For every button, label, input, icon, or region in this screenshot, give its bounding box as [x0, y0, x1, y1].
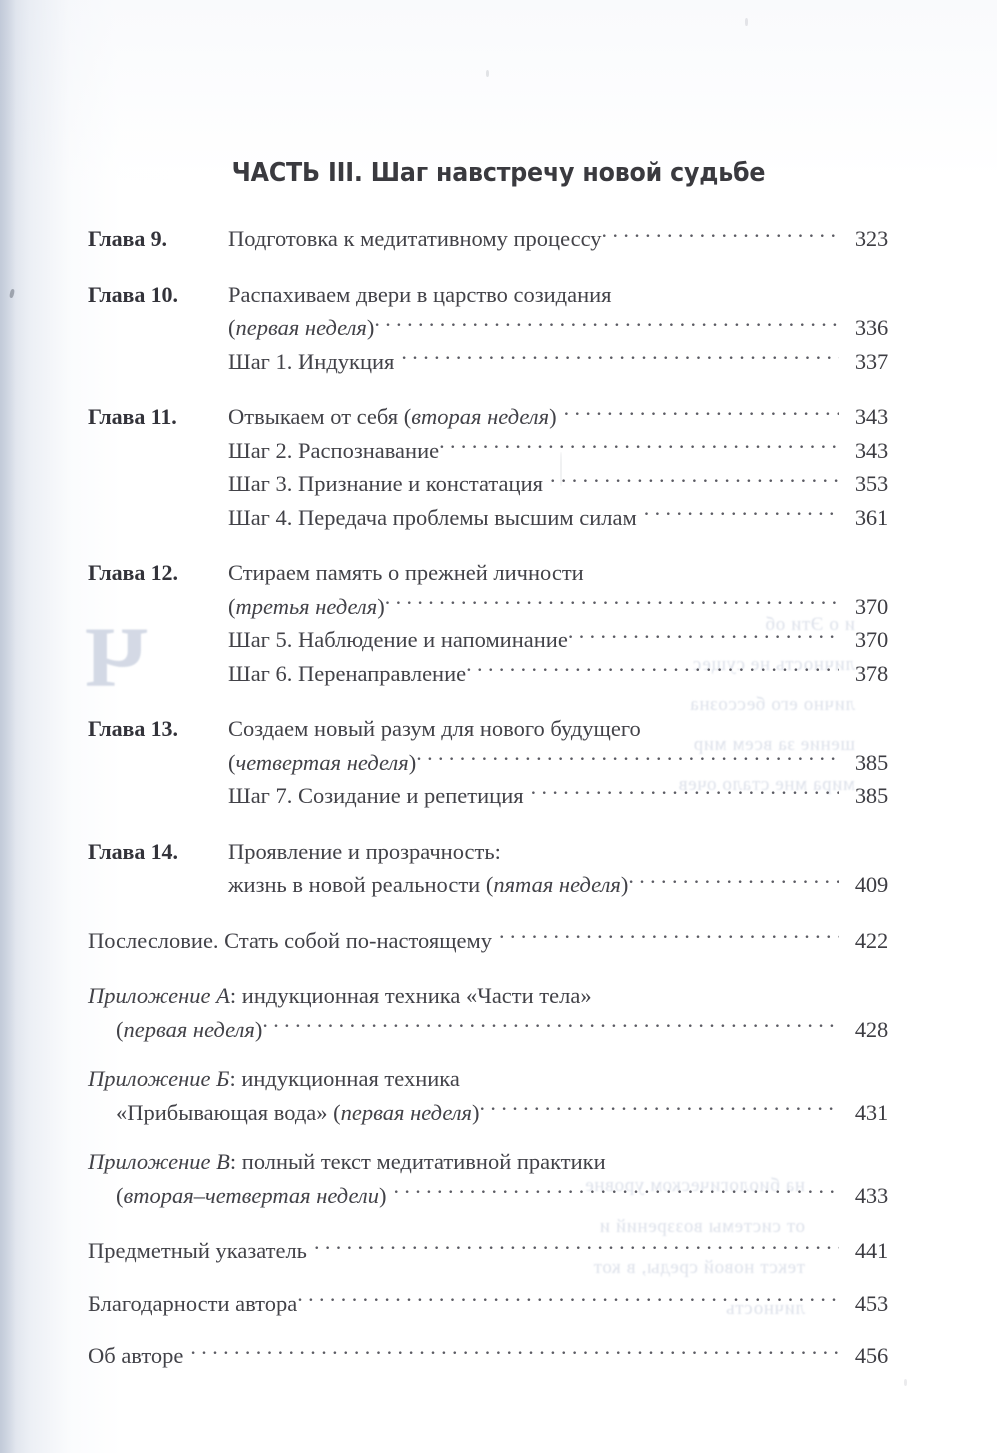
- chapter-label: Глава 13.: [88, 716, 178, 741]
- entry-gap: [88, 1268, 888, 1287]
- toc-line[interactable]: [88, 345, 888, 379]
- toc-title-tail: ): [549, 404, 557, 429]
- entry-gap: [88, 902, 888, 924]
- page-number: 370: [854, 627, 888, 652]
- chapter-label-spacer: [88, 623, 228, 657]
- dot-leader: [190, 1341, 839, 1364]
- toc-entry-title: [228, 590, 385, 624]
- page-number: 441: [854, 1238, 888, 1263]
- dot-leader: [531, 781, 839, 804]
- entry-gap: [88, 1129, 888, 1145]
- toc-title-week-italic: пятая неделя: [493, 872, 621, 897]
- toc-title-week-italic: вторая–четвертая недели: [123, 1182, 379, 1208]
- toc-entry-chapter-10[interactable]: [88, 278, 888, 379]
- dot-leader: [550, 469, 839, 492]
- toc-line[interactable]: [88, 712, 888, 746]
- toc-title-text: (: [116, 1182, 124, 1208]
- page-number: 336: [854, 315, 888, 340]
- entry-gap: [88, 813, 888, 835]
- toc-title-text: Шаг 6. Перенаправление: [228, 660, 467, 686]
- toc-entry-title: [228, 467, 543, 501]
- page-number: 370: [854, 593, 888, 619]
- toc-entry-title: [228, 400, 557, 434]
- page-number: 378: [854, 660, 888, 686]
- toc-line[interactable]: [88, 1234, 888, 1268]
- chapter-label-spacer: [88, 657, 228, 691]
- toc-entry-title: [228, 222, 602, 256]
- toc-entry-title: [88, 1096, 480, 1130]
- dot-leader: [401, 346, 839, 369]
- toc-title-text: Создаем новый разум для нового будущего: [228, 716, 641, 741]
- dot-leader: [628, 870, 839, 893]
- page-number: 343: [854, 404, 888, 429]
- toc-line[interactable]: [88, 623, 888, 657]
- toc-line[interactable]: [88, 222, 888, 256]
- bleed-through-text-upper: и о Эти об личность не сущес лично его бессозна шение за всем мир мира мне стало очев: [678, 614, 855, 795]
- toc-line[interactable]: [88, 590, 888, 624]
- toc-line[interactable]: [88, 979, 888, 1013]
- dot-leader: [480, 1097, 839, 1120]
- toc-line[interactable]: [88, 1145, 888, 1179]
- toc-title-text: Шаг 4. Передача проблемы высшим силам: [228, 504, 637, 530]
- toc-title-text: Предметный указатель: [88, 1238, 307, 1263]
- dot-leader: [385, 591, 839, 614]
- page-number: 353: [854, 471, 888, 496]
- page-number: 431: [854, 1099, 888, 1125]
- toc-title-week-italic: первая неделя: [235, 315, 367, 340]
- toc-title-text: Стираем память о прежней личности: [228, 560, 584, 585]
- chapter-label-spacer: [88, 501, 228, 535]
- page-number: 361: [854, 504, 888, 530]
- toc-title-text: «Прибывающая вода» (: [116, 1099, 341, 1125]
- toc-line[interactable]: [88, 835, 888, 869]
- page-number: 323: [854, 226, 888, 251]
- toc-line[interactable]: [88, 1287, 888, 1321]
- toc-entry-title: [88, 1062, 460, 1096]
- dot-leader: [393, 1180, 839, 1203]
- appendix-title-rest: : индукционная техника: [229, 1066, 460, 1091]
- toc-title-tail: ): [472, 1099, 480, 1125]
- toc-line[interactable]: [88, 657, 888, 691]
- toc-entry-chapter-13[interactable]: [88, 712, 888, 813]
- toc-title-text: (: [228, 315, 236, 340]
- page-number: 433: [854, 1182, 888, 1208]
- toc-title-week-italic: третья неделя: [235, 593, 378, 619]
- page-number: 343: [854, 437, 888, 463]
- toc-entry-chapter-11[interactable]: [88, 400, 888, 534]
- chapter-label: Глава 14.: [88, 838, 178, 864]
- chapter-label-spacer: [88, 311, 228, 345]
- toc-entry-about-author[interactable]: [88, 1339, 888, 1373]
- toc-title-tail: ): [620, 872, 629, 897]
- toc-title-tail: ): [377, 593, 385, 619]
- toc-title-text: Шаг 5. Наблюдение и напоминание: [228, 627, 568, 652]
- toc-line[interactable]: [88, 1096, 888, 1130]
- toc-line[interactable]: [88, 746, 888, 780]
- chapter-label: Глава 12.: [88, 560, 178, 585]
- dot-leader: [564, 402, 839, 425]
- toc-line[interactable]: [88, 1013, 888, 1047]
- toc-title-text: Шаг 3. Признание и констатация: [228, 471, 543, 496]
- entry-gap: [88, 378, 888, 400]
- toc-line[interactable]: [88, 1339, 888, 1373]
- dot-leader: [499, 925, 839, 948]
- page-number: 385: [854, 749, 888, 775]
- toc-line[interactable]: [88, 311, 888, 345]
- chapter-label-spacer: [88, 868, 228, 902]
- toc-line[interactable]: [88, 1062, 888, 1096]
- toc-entry-appendix-v[interactable]: [88, 1145, 888, 1212]
- toc-entry-title: [228, 556, 584, 590]
- dot-leader: [602, 224, 839, 247]
- toc-title-text: Отвыкаем от себя (: [228, 404, 412, 429]
- toc-title-text: (: [228, 593, 236, 619]
- toc-title-week-italic: вторая неделя: [411, 404, 550, 429]
- chapter-label-spacer: [88, 779, 228, 813]
- toc-title-week-italic: первая неделя: [340, 1099, 473, 1125]
- dot-leader: [262, 1014, 839, 1037]
- page-number: 409: [854, 872, 888, 897]
- toc-entry-title: [228, 345, 394, 379]
- toc-entry-title: [228, 746, 416, 780]
- toc-title-text: Шаг 7. Созидание и репетиция: [228, 783, 524, 808]
- toc-line[interactable]: [88, 501, 888, 535]
- toc-title-text: (: [228, 749, 236, 775]
- entry-gap: [88, 690, 888, 712]
- toc-line[interactable]: [88, 779, 888, 813]
- toc-entry-title: [228, 779, 524, 813]
- bleed-through-text-lower: на биологическом уровне от системы воззрений и текст новой среды, в кот личность: [584, 1175, 805, 1319]
- toc-title-text: Об авторе: [88, 1343, 184, 1368]
- toc-entry-afterword[interactable]: [88, 924, 888, 958]
- dot-leader: [466, 658, 839, 681]
- toc-entry-title: [228, 868, 628, 902]
- toc-title-text: Благодарности автора: [88, 1290, 298, 1316]
- toc-entry-title: [88, 1287, 297, 1321]
- toc-title-tail: ): [366, 315, 375, 340]
- toc-entry-chapter-14[interactable]: [88, 835, 888, 902]
- entry-gap: [88, 256, 888, 278]
- toc-entry-title: [228, 712, 641, 746]
- dot-leader: [568, 625, 839, 648]
- dot-leader: [644, 502, 839, 525]
- entry-gap: [88, 534, 888, 556]
- table-of-contents: [84, 222, 888, 1373]
- dot-leader: [416, 747, 839, 770]
- entry-gap: [88, 1212, 888, 1234]
- appendix-lead-italic: Приложение Б: [88, 1066, 230, 1091]
- entry-gap: [88, 957, 888, 979]
- dot-leader: [374, 313, 839, 336]
- page-number: 453: [854, 1290, 888, 1316]
- part-title: ЧАСТЬ III. Шаг навстречу новой судьбе: [231, 158, 766, 188]
- toc-entry-title: [228, 434, 439, 468]
- toc-title-week-italic: четвертая неделя: [235, 749, 409, 775]
- chapter-label-spacer: [88, 746, 228, 780]
- dot-leader: [314, 1236, 839, 1259]
- chapter-label-spacer: [88, 467, 228, 501]
- toc-entry-acknowledgements[interactable]: [88, 1287, 888, 1321]
- appendix-lead-italic: Приложение А: [88, 983, 230, 1008]
- toc-entry-title: [88, 1339, 183, 1373]
- toc-entry-appendix-b[interactable]: [88, 1062, 888, 1129]
- toc-title-text: Шаг 2. Распознавание: [228, 437, 440, 463]
- toc-title-tail: ): [408, 749, 417, 775]
- chapter-label: Глава 9.: [88, 226, 167, 251]
- toc-line[interactable]: [88, 868, 888, 902]
- toc-title-text: Подготовка к медитативному процессу: [228, 226, 602, 251]
- page-number: 428: [854, 1016, 888, 1042]
- chapter-label: Глава 10.: [88, 281, 178, 307]
- page-number: 385: [854, 783, 888, 808]
- chapter-label: Глава 11.: [88, 404, 177, 429]
- toc-title-text: жизнь в новой реальности (: [228, 872, 494, 897]
- toc-entry-chapter-9[interactable]: [88, 222, 888, 256]
- toc-title-text: Проявление и прозрачность:: [228, 838, 501, 864]
- appendix-title-rest: : полный текст медитативной практики: [229, 1149, 606, 1174]
- toc-title-tail: ): [254, 1016, 263, 1042]
- toc-entry-title: [228, 623, 568, 657]
- toc-entry-title: [88, 924, 492, 958]
- toc-entry-title: [228, 835, 501, 869]
- toc-entry-title: [88, 1013, 262, 1047]
- toc-entry-title: [228, 311, 374, 345]
- toc-line[interactable]: [88, 467, 888, 501]
- toc-line[interactable]: [88, 400, 888, 434]
- toc-entry-title: [228, 501, 637, 535]
- toc-title-text: Послесловие. Стать собой по-настоящему: [88, 927, 493, 953]
- toc-entry-title: [88, 1145, 606, 1179]
- chapter-label-spacer: [88, 590, 228, 624]
- toc-line[interactable]: [88, 434, 888, 468]
- toc-entry-appendix-a[interactable]: [88, 979, 888, 1046]
- toc-title-text: Шаг 1. Индукция: [228, 348, 395, 374]
- dot-leader: [439, 435, 839, 458]
- toc-title-tail: ): [378, 1182, 387, 1208]
- chapter-label-spacer: [88, 345, 228, 379]
- toc-entry-chapter-12[interactable]: [88, 556, 888, 690]
- page-number: 337: [854, 348, 888, 374]
- toc-entry-title: [88, 979, 592, 1013]
- toc-title-week-italic: первая неделя: [123, 1016, 255, 1042]
- toc-entry-title: [228, 657, 466, 691]
- toc-line[interactable]: [88, 1179, 888, 1213]
- dot-leader: [297, 1288, 839, 1311]
- toc-entry-index[interactable]: [88, 1234, 888, 1268]
- toc-entry-title: [228, 278, 612, 312]
- page-number: 422: [854, 927, 888, 953]
- toc-line[interactable]: [88, 278, 888, 312]
- toc-line[interactable]: [88, 924, 888, 958]
- entry-gap: [88, 1046, 888, 1062]
- toc-entry-title: [88, 1234, 307, 1268]
- appendix-title-rest: : индукционная техника «Части тела»: [229, 983, 592, 1008]
- page-number: 456: [854, 1343, 888, 1368]
- chapter-label-spacer: [88, 434, 228, 468]
- toc-line[interactable]: [88, 556, 888, 590]
- entry-gap: [88, 1320, 888, 1339]
- toc-title-text: Распахиваем двери в царство созидания: [228, 281, 612, 307]
- toc-title-text: (: [116, 1016, 124, 1042]
- bleed-through-dropcap: Ч: [84, 609, 148, 705]
- toc-entry-title: [88, 1179, 386, 1213]
- appendix-lead-italic: Приложение В: [88, 1149, 230, 1174]
